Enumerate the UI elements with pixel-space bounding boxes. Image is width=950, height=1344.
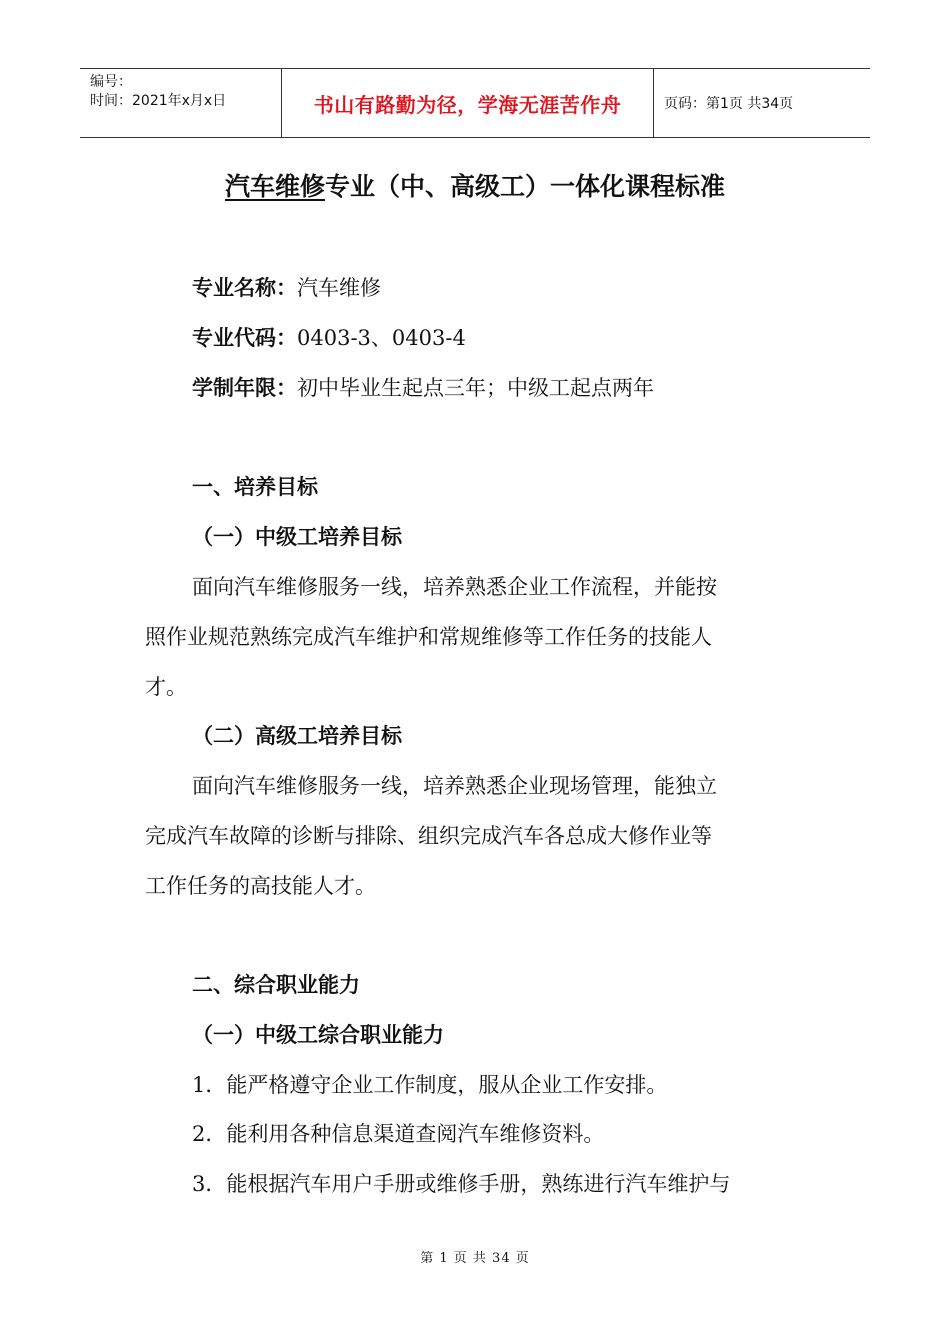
meta-study-years [192, 372, 654, 402]
paragraph-line: 工作任务的高技能人才。 [145, 874, 376, 898]
paragraph-line: 才。 [145, 675, 187, 699]
document-date: 时间：2021年x月x日 [90, 93, 227, 109]
meta-value: 汽车维修 [297, 276, 381, 300]
document-title [0, 167, 950, 203]
page-footer: 第 1 页 共 34 页 [420, 1251, 530, 1266]
list-item: 3．能根据汽车用户手册或维修手册，熟练进行汽车维护与 [192, 1172, 731, 1196]
meta-value: 0403-3、0403-4 [297, 326, 466, 350]
section-heading: 一、培养目标 [192, 475, 318, 499]
header-meta-cell [80, 69, 282, 137]
document-title-rest: 专业（中、高级工）一体化课程标准 [325, 172, 726, 201]
header-motto: 书山有路勤为径，学海无涯苦作舟 [313, 92, 622, 117]
meta-major-name [192, 272, 381, 302]
subsection-heading: （一）中级工综合职业能力 [192, 1023, 444, 1047]
header-page-info: 页码：第1页 共34页 [664, 96, 794, 112]
paragraph-line: 面向汽车维修服务一线，培养熟悉企业现场管理，能独立 [192, 774, 717, 798]
document-title-underlined: 汽车维修 [224, 172, 325, 201]
paragraph-line: 完成汽车故障的诊断与排除、组织完成汽车各总成大修作业等 [145, 824, 712, 848]
header-motto-cell [282, 69, 654, 137]
subsection-heading: （二）高级工培养目标 [192, 724, 402, 748]
section-heading: 二、综合职业能力 [192, 973, 360, 997]
list-item: 1．能严格遵守企业工作制度，服从企业工作安排。 [192, 1073, 668, 1097]
paragraph-line: 面向汽车维修服务一线，培养熟悉企业工作流程，并能按 [192, 575, 717, 599]
meta-label: 专业代码： [192, 326, 297, 350]
meta-label: 学制年限： [192, 376, 297, 400]
subsection-heading: （一）中级工培养目标 [192, 525, 402, 549]
meta-value: 初中毕业生起点三年；中级工起点两年 [297, 376, 654, 400]
document-number-label: 编号： [90, 74, 132, 90]
paragraph-line: 照作业规范熟练完成汽车维护和常规维修等工作任务的技能人 [145, 625, 712, 649]
list-item: 2．能利用各种信息渠道查阅汽车维修资料。 [192, 1122, 605, 1146]
meta-label: 专业名称： [192, 276, 297, 300]
document-header [80, 68, 870, 138]
meta-major-code [192, 322, 466, 352]
